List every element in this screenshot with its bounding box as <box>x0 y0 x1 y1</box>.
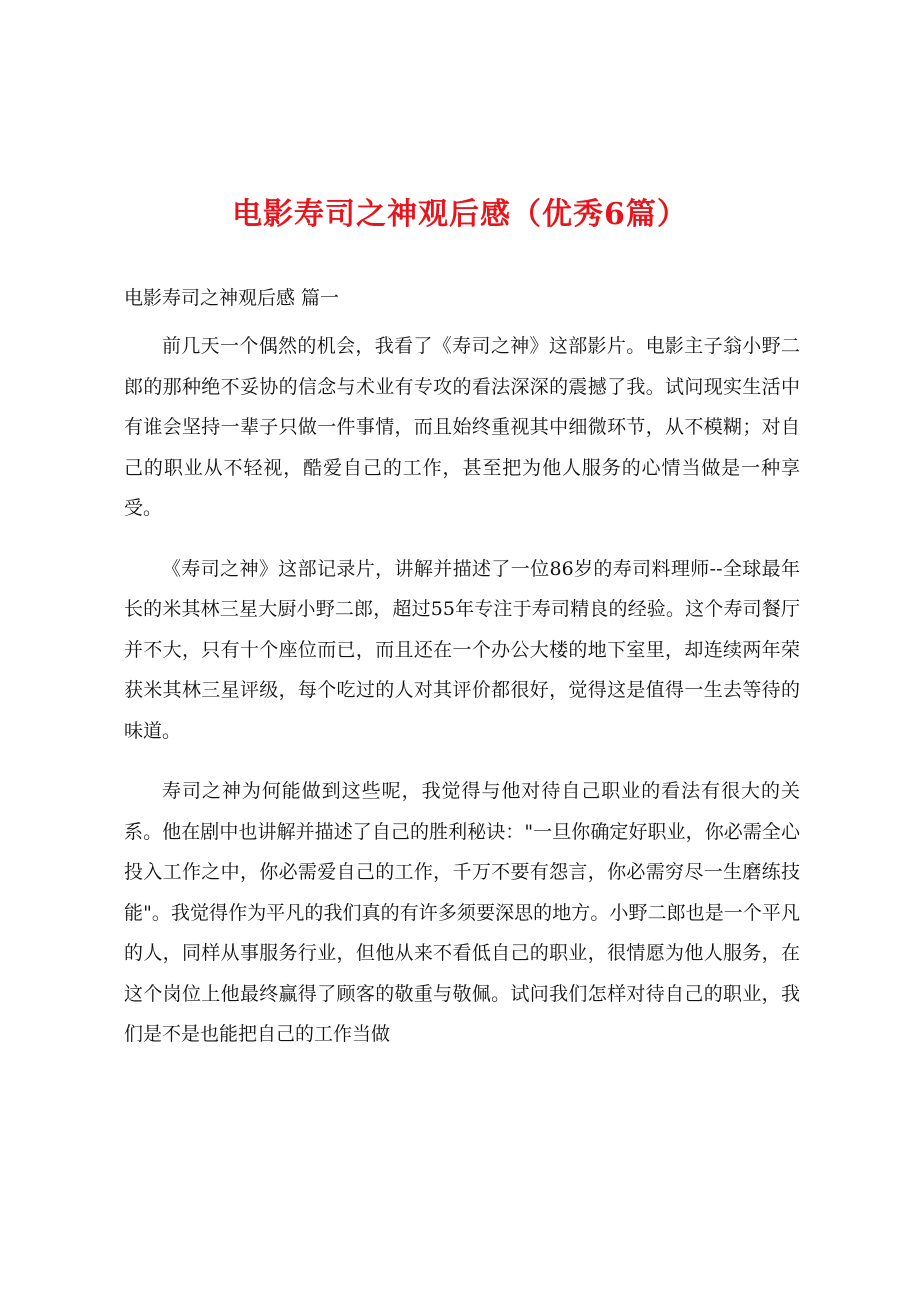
paragraph-3: 寿司之神为何能做到这些呢，我觉得与他对待自己职业的看法有很大的关系。他在剧中也讲解并描述了自己的胜利秘诀："一旦你确定好职业，你必需全心投入工作之中，你必需爱自己的工作，千万不要有怨言，你必需穷尽一生磨练技能"。我觉得作为平凡的我们真的有许多须要深思的地方。小野二郎也是一个平凡的人，同样从事服务行业，但他从来不看低自己的职业，很情愿为他人服务，在这个岗位上他最终赢得了顾客的敬重与敬佩。试问我们怎样对待自己的职业，我们是不是也能把自己的工作当做 <box>124 780 800 1045</box>
paragraph-1: 前几天一个偶然的机会，我看了《寿司之神》这部影片。电影主子翁小野二郎的那种绝不妥协的信念与术业有专攻的看法深深的震撼了我。试问现实生活中有谁会坚持一辈子只做一件事情，而且始终重视其中细微环节，从不模糊；对自己的职业从不轻视，酷爱自己的工作，甚至把为他人服务的心情当做是一种享受。 <box>124 335 800 519</box>
paragraph-2: 《寿司之神》这部记录片，讲解并描述了一位86岁的寿司料理师--全球最年长的米其林三星大厨小野二郎，超过55年专注于寿司精良的经验。这个寿司餐厅并不大，只有十个座位而已，而且还在一个办公大楼的地下室里，却连续两年荣获米其林三星评级，每个吃过的人对其评价都很好，觉得这是值得一生去等待的味道。 <box>124 557 800 742</box>
document-title: 电影寿司之神观后感（优秀6篇） <box>232 197 688 232</box>
document-body <box>124 326 800 1075</box>
section-heading: 电影寿司之神观后感 篇一 <box>124 287 340 309</box>
